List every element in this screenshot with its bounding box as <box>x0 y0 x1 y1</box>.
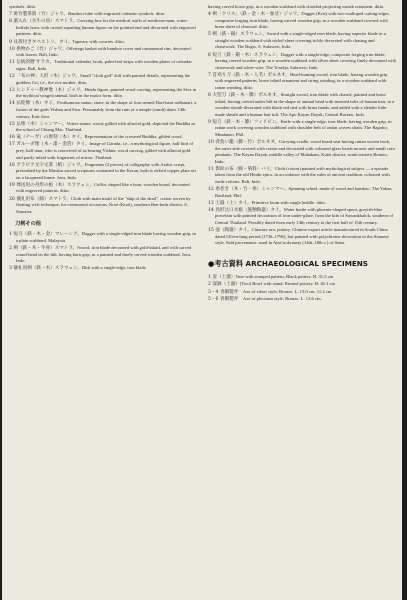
entry-number: 11 <box>9 60 15 66</box>
catalog-entry <box>208 72 396 92</box>
entry-text: 葬送用の舟形の棺（木）スラウェシ。Coffin, shaped like a boat, wooden board, decorated with engraved patterns. ditto. <box>16 181 190 194</box>
entry-text: ガルーダ像（木・漆・金箔）タイ。Image of Garuda, i.e., a mythological figure, half bird of prey, half man, who is conceived of as bearing Vishnu, wood carving, gilded with alluvial gold and partly inlaid with fragments of mirror. Thailand. <box>16 141 194 160</box>
catalog-entry <box>9 46 197 59</box>
catalog-entry <box>9 18 197 38</box>
entry-text: 糸巻き（木・竹・糸）ミャンマー。Spinning wheel, made of wood and bamboo. The Yakan, Basiland, Phil. <box>215 186 393 198</box>
entry-number: 9 <box>9 39 12 45</box>
catalog-entry <box>9 121 197 134</box>
weapons-heading: 刀剣その他 <box>15 221 41 228</box>
entry-text: 貝殻付きタペストリ、タイ。Tapestry with cowries. ditto. <box>13 38 125 44</box>
catalog-entry <box>208 200 396 207</box>
catalog-entry <box>9 245 197 265</box>
entry-number: 10 <box>208 140 214 146</box>
entry-number: 19 <box>9 182 15 188</box>
left-column <box>9 4 197 586</box>
catalog-entry <box>208 281 396 288</box>
entry-text: having carved horse grip, in a wooden scabbard with chiseled projecting mouth ornament. ditto. <box>208 4 385 9</box>
entry-number: 12 <box>9 74 15 80</box>
entry-text: 仏像（木）ミャンマー。Votive statue, wood, gilded with alluvial gold, depicted the Buddha in the school of Chiang Mai. Thailand. <box>16 120 195 133</box>
catalog-entry <box>208 92 396 118</box>
entry-text: 儀礼用剣（鉄・木）スラウェシ。Dirk with a single-edge, iron blade <box>13 265 146 271</box>
entry-number: 9 <box>208 119 211 125</box>
catalog-entry <box>9 87 197 100</box>
entry-number: 16 <box>9 135 15 141</box>
entry-number: 18 <box>9 162 15 168</box>
entry-text: 土器（土）タイ。Primitive loom with single heddle. ditto. <box>215 199 326 205</box>
entry-text: 「布の神」人形（木）ジャワ。Small "cloth god" doll with painted details, representing the goddess Cri, i.e., the rice mother. ditto. <box>16 73 191 85</box>
catalog-page <box>2 0 402 600</box>
catalog-entry <box>9 141 197 161</box>
catalog-entry <box>208 11 396 31</box>
entry-text: 儀礼用布（綿）スマトラ。Cloth with main motif of the "ship of the dead", cotton woven by floating weft technique, for ceremonial occasions. Kroé (Kroë), southern Ben-kulu district, S. Sumatra. <box>16 195 191 214</box>
entry-number: 8 <box>208 93 211 99</box>
entry-text: 影絵の布（綿・染料）バリ。Cloth (cotton) painted with mythological subject — a episode taken from the old Hindu epics, in accordance with the rules of ancient tradition, coloured with earth-colours. Bali, Indo. <box>215 165 390 184</box>
entry-text: 壺（土器）Vase with stamped pattern, Black pottery. H. 31.5 cm <box>212 273 334 279</box>
entry-text: 短刀（鉄・木・金）マレーシア。Dagger with a single-edged iron blade having wooden grip, in a plain scabbard. Malaysia. <box>13 231 196 243</box>
catalog-entry <box>9 59 197 72</box>
catalog-entry <box>208 296 396 303</box>
catalog-entry <box>9 196 197 216</box>
catalog-entry <box>208 31 396 51</box>
entry-text: 青銅製斧 Axe of silver style, Bronze. L. 13.0 cm, 11.2 cm <box>219 288 332 294</box>
entry-text: 剣（鉄・木・牛骨）スマトラ。Sword, iron blade decorated with gold-inlaid, and with carved round-head on the hilt, having horn grip, in a painted and finely carved wooden scabbard. Java, Indo. <box>13 244 192 264</box>
entry-text: 首刈り刀（鉄・木・人毛）ボルネオ。Head-hunting sword, iron blade, having wooden grip with engraved patterns, horse inlaid ornament and string winding, in a wooden scabbard with rattan winding. ditto. <box>212 71 388 90</box>
entry-number: 6 <box>208 52 211 58</box>
entry-text: 伝統的暦 サラカ。Traditional calendar, book, palm-leaf strips with wooden plates of calendar signs. Bali, Indo. <box>16 59 192 71</box>
entry-text: アラビア文字文書（紙）ジャワ。Fragments (2 pieces) of calligraphy with Arabic script, prescribed by the Muslim sacred scriptures contained in the Koran, both is etched copper plate set on a lacquered frame. Java, Indo. <box>16 161 196 180</box>
catalog-entry <box>208 119 396 139</box>
entry-number: 4 <box>208 12 211 18</box>
entry-number: 2 <box>208 282 211 288</box>
catalog-entry <box>9 265 197 272</box>
entry-number: 1 <box>208 274 211 280</box>
catalog-entry <box>9 100 197 120</box>
catalog-entry <box>208 274 396 281</box>
archaeology-heading: ●考古資料 ARCHAEOLOGICAL SPECIMENS <box>208 258 368 268</box>
catalog-entry <box>208 227 396 247</box>
catalog-entry <box>9 4 197 11</box>
entry-number: 13 <box>208 200 214 206</box>
entry-text: 薬入れ（水牛の角）スマトラ。Carrying box for the medical stuffs of medicine-man, water-buffalo horn, with carved squatting human figure on the pointed end and decorated with engraved patterns. ditto. <box>13 18 196 37</box>
catalog-entry <box>9 39 197 46</box>
entry-number: 15 <box>208 228 214 234</box>
entry-text: 鳥形注口水瓶（施釉陶器）タイ。Water bottle with phoenix-shaped spout, greyish-blue porcelain with painted decoration of iron under-glaze, from the kiln of Sawankhalok, southern of Central Thailand. Possibly dated from early 14th century to the first half of 15th century. <box>215 206 394 226</box>
catalog-entry <box>9 134 197 141</box>
entry-number: 5 <box>208 32 211 38</box>
entry-number: 11 <box>208 166 214 172</box>
entry-text: 剣（鉄・銀）スラウェシ。Sword with a single-edged iron blade, having superior blade in a straight wooden scabbard with nickel sheet covering richly decorated with chasing and chasework. The Bugis, S. Sulawesi, Indo. <box>212 31 386 50</box>
entry-number: 20 <box>9 196 15 202</box>
entry-number: 3・4 <box>208 289 219 295</box>
catalog-entry <box>208 289 396 296</box>
right-entry-list <box>208 4 396 247</box>
entry-text: 深鉢（土器）(Two) Bowl with stand, Painted pottery. H. 26.1 cm <box>212 281 336 287</box>
entry-text: 竜（ナーガ）の彫刻（木）タイ。Representation of the crowned Buddha, gilded wood. <box>16 134 183 140</box>
entry-text: 短刀（鉄・木・籐）フィリピン。Knife with a single-edge, iron blade, having wooden grip, in rattan work covering wooden scabbard with shoulder belt of rattan woven chain. The Bagobo, Mindanao, Phil. <box>212 118 392 137</box>
entry-number: 8 <box>9 19 12 25</box>
catalog-entry <box>9 231 197 244</box>
entry-text: symbols. ditto. <box>9 4 37 9</box>
entry-text: 短刀（鉄・銀・木）スラウェシ。Dagger with a single-edge, composite forging iron blade, having carved wooden grip, in a wooden scabbard with silver sheet covering finely decorated with chasework and silver-wire. The Toradja, Sulawesi, Indo. <box>212 51 396 70</box>
entry-text: 青銅製斧 Axe of plectrum style, Bronze. L. 13.6 cm, <box>219 296 322 302</box>
entry-text: 供物かご（竹）ジャワ。Offerings basket with bamboo cover and ornamental rim, decorated with leaves. Bali, Indo. <box>16 45 191 58</box>
catalog-entry <box>208 52 396 72</box>
entry-text: 仏陀像（木）タイ。Posthumous statue, stone, in the shape of four-armed Hari-hara-ardhanari, a fusion of the gods Vishnu and Siva. Presumably from the ruin of a temple (candi) dates 14th century, East Java. <box>16 100 197 119</box>
entry-number: 14 <box>208 207 214 213</box>
entry-number: 7 <box>208 72 211 78</box>
entry-number: 5・6 <box>208 297 219 303</box>
entry-number: 12 <box>208 187 214 193</box>
entry-number: 2 <box>9 245 12 251</box>
entry-number: 3 <box>9 266 12 272</box>
entry-number: 1 <box>9 232 12 238</box>
catalog-entry <box>9 182 197 195</box>
catalog-entry <box>9 162 197 182</box>
weapons-entry-list <box>9 231 197 271</box>
catalog-entry <box>208 4 396 11</box>
catalog-entry <box>208 207 396 227</box>
archaeology-entry-list <box>208 274 396 303</box>
left-entry-list <box>9 4 197 215</box>
catalog-entry <box>9 11 197 18</box>
catalog-entry <box>9 73 197 86</box>
entry-number: 13 <box>9 87 15 93</box>
entry-number: 15 <box>9 121 15 127</box>
entry-number: 14 <box>9 101 15 107</box>
entry-text: 大型刀（鉄・木・籐）ボルネオ。Straight sword, iron blade with chased, painted and brass inlaid, having carved antler hilt in the shape of animal head with inserted tufts of human hair, in a wooden sheath decorated with black-red tied with brass bands, and added with a slender hide-made sheath and a human hair tuft. The Apo Kayan Dayak, Central Borneo, Indo. <box>212 92 395 117</box>
entry-number: 10 <box>9 46 15 52</box>
catalog-entry <box>208 139 396 165</box>
catalog-entry <box>208 166 396 186</box>
entry-number: 7 <box>9 12 12 18</box>
entry-text: 剣「クリス」（鉄・金・木・象牙）ジャワ。Dagger (Kris) with two-scalloped cutting edges, composite forging iron blade, having carved wooden grip, in a wooden scabbard covered with brass sheet of charcoal. ditto. <box>212 11 390 30</box>
right-column <box>208 4 396 586</box>
catalog-entry <box>208 186 396 199</box>
entry-text: 背負い籠（籐・竹）ボルネオ。Carrying-cradle, wood board seat having rattan woven back, the outer side covered with cotton and decorated with coloured glass beads mosaic and small coin pendants. The Kayan Dayak, middle valley of Mahakam, Kutei district, south-eastern Borneo, Indo. <box>215 139 395 164</box>
entry-text: 斑竹製茶筒（竹）ジャワ。Bamboo-tube with engraved calendar symbols. ditto. <box>13 11 166 17</box>
entry-number: 17 <box>9 142 15 148</box>
entry-text: ヒンドゥー教神像（木）ジャワ。Hindu figure, painted wood carving, representing the Siva in the mythical winged animal, both in the motor form. ditto. <box>16 86 197 99</box>
entry-text: 壺（陶器）タイ。Cinerary urn, pottery. Chinese export article manufactured in South China dated Ch'ien-lung period (1736–1796), but painted with polychrome decoration in the Siamese style. Said provenance: used in Ayut'ia dynasty (14th–18th c.) of Siam. <box>215 227 390 246</box>
